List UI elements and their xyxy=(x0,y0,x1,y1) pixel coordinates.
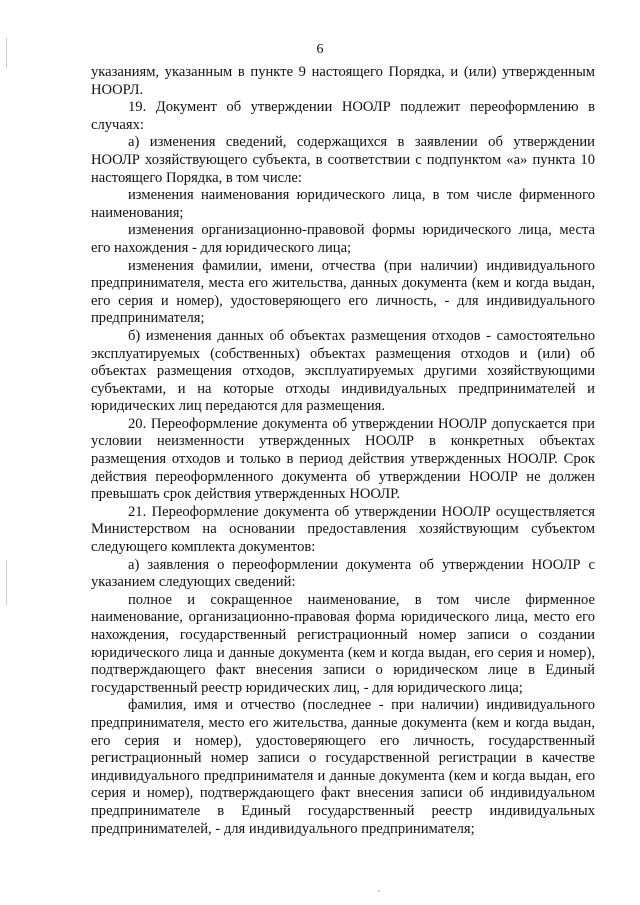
scan-margin-mark-middle xyxy=(6,560,7,605)
paragraph-subitem-b: б) изменения данных об объектах размещения отходов - самостоятельно эксплуатируемых (собственных) объектах размещения отходов и (или) об объектах размещения отходов, эксплуатируемых другими хозяйствующими субъектами, и на которые отходы индивидуальных предпринимателей и юридических лиц передаются для размещения. xyxy=(91,327,595,415)
paragraph-subitem-a: а) изменения сведений, содержащихся в заявлении об утверждении НООЛР хозяйствующего субъекта, в соответствии с подпунктом «а» пункта 10 настоящего Порядка, в том числе: xyxy=(91,134,595,186)
paragraph-change-entrepreneur: изменения фамилии, имени, отчества (при наличии) индивидуального предпринимателя, места его жительства, данных документа (кем и когда выдан, его серия и номер), удостоверяющего его личность, - для индивидуального предпринимателя; xyxy=(91,257,595,327)
page-number: 6 xyxy=(316,42,324,57)
paragraph-entrepreneur-details: фамилия, имя и отчество (последнее - при наличии) индивидуального предпринимателя, место его жительства, данные документа (кем и когда выдан, его серия и номер), удостоверяющего его личность, государственный регистрационный номер записи о государственной регистрации в качестве индивидуального предпринимателя и данные документа (кем и когда выдан, его серия и номер), подтверждающего факт внесения записи об индивидуальном предпринимателе в Единый государственный реестр индивидуальных предпринимателей, - для индивидуального предпринимателя; xyxy=(91,697,595,837)
paragraph-change-legal-form: изменения организационно-правовой формы юридического лица, места его нахождения - для юридического лица; xyxy=(91,222,595,256)
scan-dot xyxy=(378,890,380,892)
paragraph-21-subitem-a: а) заявления о переоформлении документа об утверждении НООЛР с указанием следующих сведений: xyxy=(91,556,595,591)
paragraph-continuation: указаниям, указанным в пункте 9 настоящего Порядка, и (или) утвержденным НООРЛ. xyxy=(91,64,595,98)
paragraph-item-19: 19. Документ об утверждении НООЛР подлежит переоформлению в случаях: xyxy=(91,99,595,133)
paragraph-item-21: 21. Переоформление документа об утверждении НООЛР осуществляется Министерством на основании предоставления хозяйствующим субъектом следующего комплекта документов: xyxy=(91,503,595,556)
paragraph-item-20: 20. Переоформление документа об утверждении НООЛР допускается при условии неизменности утвержденных НООЛР в конкретных объектах размещения отходов и только в период действия утвержденных НООЛР. Срок действия переоформленного документа об утверждении НООЛР не должен превышать срок действия утвержденных НООЛР. xyxy=(91,415,595,503)
paragraph-legal-entity-details: полное и сокращенное наименование, в том числе фирменное наименование, организационно-правовая форма юридического лица, место его нахождения, государственный регистрационный номер записи о создании юридического лица и данные документа (кем и когда выдан, его серия и номер), подтверждающего факт внесения записи о юридическом лице в Единый государственный реестр юридических лиц, - для юридического лица; xyxy=(91,591,595,696)
document-body xyxy=(91,64,595,838)
paragraph-change-name: изменения наименования юридического лица, в том числе фирменного наименования; xyxy=(91,187,595,221)
